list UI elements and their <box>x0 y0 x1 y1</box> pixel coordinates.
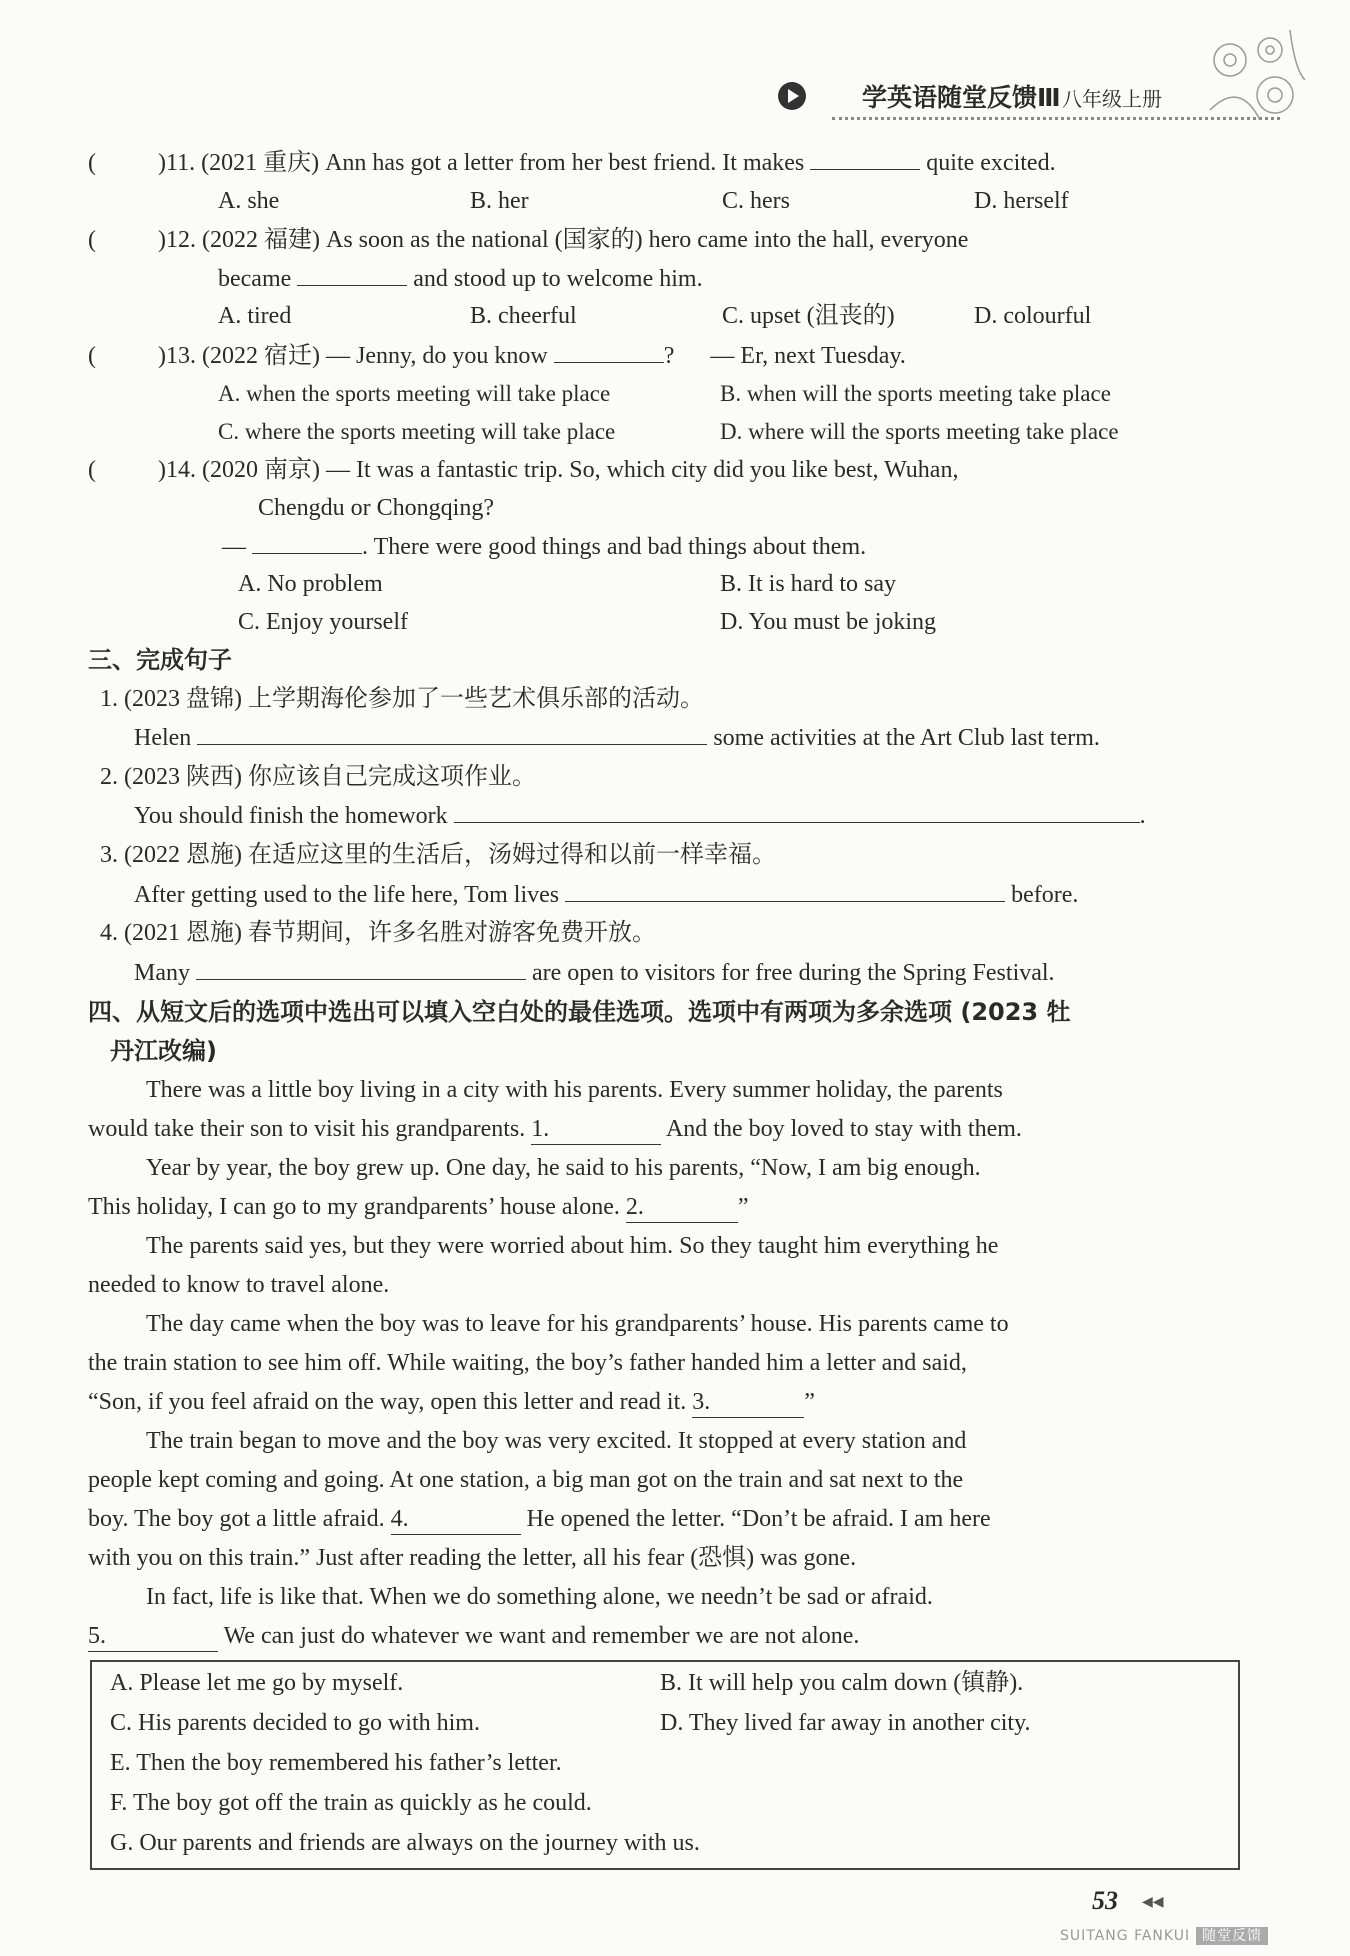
q13-option-c[interactable]: C. where the sports meeting will take place <box>218 419 616 444</box>
q13-stem: ( )13. (2022 宿迁) — Jenny, do you know ? — Er, next Tuesday. <box>88 340 906 371</box>
option-f[interactable]: F. The boy got off the train as quickly as he could. <box>110 1790 592 1816</box>
passage-p3-line2: needed to know to travel alone. <box>88 1272 390 1298</box>
section4-title: 四、从短文后的选项中选出可以填入空白处的最佳选项。选项中有两项为多余选项 (2023 牡 <box>88 998 1071 1026</box>
q11-option-a[interactable]: A. she <box>218 188 280 214</box>
passage-p6-line1: In fact, life is like that. When we do something alone, we needn’t be sad or afraid. <box>146 1584 933 1610</box>
q12-option-a[interactable]: A. tired <box>218 303 292 329</box>
passage-p1-line1: There was a little boy living in a city with his parents. Every summer holiday, the parents <box>146 1077 1003 1103</box>
option-e[interactable]: E. Then the boy remembered his father’s letter. <box>110 1750 562 1776</box>
answer-blank[interactable] <box>252 531 362 554</box>
q14-option-a[interactable]: A. No problem <box>238 571 383 597</box>
option-b[interactable]: B. It will help you calm down (镇静). <box>660 1670 1024 1696</box>
s3-item1-en: Helen some activities at the Art Club last term. <box>134 722 1100 753</box>
q13-option-d[interactable]: D. where will the sports meeting take place <box>720 419 1119 444</box>
q14-stem: ( )14. (2020 南京) — It was a fantastic trip. So, which city did you like best, Wuhan, <box>88 457 959 483</box>
q12-stem: ( )12. (2022 福建) As soon as the national (国家的) hero came into the hall, everyone <box>88 227 969 253</box>
section3-title: 三、完成句子 <box>88 646 232 674</box>
q12-option-b[interactable]: B. cheerful <box>470 303 577 329</box>
passage-p5-line2: people kept coming and going. At one station, a big man got on the train and sat next to the <box>88 1467 964 1493</box>
option-a[interactable]: A. Please let me go by myself. <box>110 1670 404 1696</box>
page-number: 53 <box>1092 1886 1118 1915</box>
passage-p4-line1: The day came when the boy was to leave for his grandparents’ house. His parents came to <box>146 1311 1009 1337</box>
option-g[interactable]: G. Our parents and friends are always on the journey with us. <box>110 1830 700 1856</box>
passage-p2-line1: Year by year, the boy grew up. One day, he said to his parents, “Now, I am big enough. <box>146 1155 981 1181</box>
s3-item3-cn: 3. (2022 恩施) 在适应这里的生活后，汤姆过得和以前一样幸福。 <box>100 842 776 868</box>
s3-item1-cn: 1. (2023 盘锦) 上学期海伦参加了一些艺术俱乐部的活动。 <box>100 686 704 712</box>
passage-blank-3[interactable]: 3. <box>692 1387 804 1418</box>
q11-option-b[interactable]: B. her <box>470 188 529 214</box>
flower-decoration-icon <box>1200 20 1310 130</box>
section4-title-cont: 丹江改编) <box>110 1037 217 1065</box>
answer-blank[interactable] <box>197 722 707 745</box>
s3-item4-cn: 4. (2021 恩施) 春节期间，许多名胜对游客免费开放。 <box>100 920 656 946</box>
answer-blank[interactable] <box>196 957 526 980</box>
passage-p6-line2: 5. We can just do whatever we want and remember we are not alone. <box>88 1621 859 1652</box>
option-d[interactable]: D. They lived far away in another city. <box>660 1710 1031 1736</box>
answer-blank[interactable] <box>454 800 1140 823</box>
s3-item2-cn: 2. (2023 陕西) 你应该自己完成这项作业。 <box>100 764 536 790</box>
passage-blank-1[interactable]: 1. <box>531 1114 661 1145</box>
passage-blank-5[interactable]: 5. <box>88 1621 218 1652</box>
q14-dialog: — . There were good things and bad things about them. <box>222 531 866 562</box>
q14-option-b[interactable]: B. It is hard to say <box>720 571 896 597</box>
option-c[interactable]: C. His parents decided to go with him. <box>110 1710 480 1736</box>
passage-blank-2[interactable]: 2. <box>626 1192 738 1223</box>
answer-blank[interactable] <box>297 263 407 286</box>
q13-option-a[interactable]: A. when the sports meeting will take place <box>218 381 611 406</box>
passage-p3-line1: The parents said yes, but they were worried about him. So they taught him everything he <box>146 1233 999 1259</box>
s3-item2-en: You should finish the homework . <box>134 800 1146 831</box>
q12-stem-cont: became and stood up to welcome him. <box>218 263 703 294</box>
answer-blank[interactable] <box>810 147 920 170</box>
passage-blank-4[interactable]: 4. <box>391 1504 521 1535</box>
passage-p5-line3: boy. The boy got a little afraid. 4. He opened the letter. “Don’t be afraid. I am here <box>88 1504 991 1535</box>
passage-p5-line4: with you on this train.” Just after reading the letter, all his fear (恐惧) was gone. <box>88 1545 857 1571</box>
q13-option-b[interactable]: B. when will the sports meeting take place <box>720 381 1111 406</box>
q11-option-d[interactable]: D. herself <box>974 188 1069 214</box>
q14-stem-cont: Chengdu or Chongqing? <box>258 495 494 521</box>
double-arrow-left-icon: ◀◀ <box>1142 1895 1164 1910</box>
play-icon <box>778 82 806 110</box>
book-title: 学英语随堂反馈Ⅲ <box>862 83 1061 112</box>
book-grade: 八年级上册 <box>1062 87 1162 111</box>
s3-item3-en: After getting used to the life here, Tom lives before. <box>134 879 1078 910</box>
passage-p4-line2: the train station to see him off. While waiting, the boy’s father handed him a letter and said, <box>88 1350 967 1376</box>
passage-p4-line3: “Son, if you feel afraid on the way, open this letter and read it. 3. ” <box>88 1387 815 1418</box>
header-divider <box>832 117 1280 120</box>
q14-option-d[interactable]: D. You must be joking <box>720 609 937 635</box>
s3-item4-en: Many are open to visitors for free during the Spring Festival. <box>134 957 1055 988</box>
q14-option-c[interactable]: C. Enjoy yourself <box>238 609 408 635</box>
answer-blank[interactable] <box>565 879 1005 902</box>
q12-option-d[interactable]: D. colourful <box>974 303 1092 329</box>
footer-tag: 随堂反馈 <box>1196 1927 1268 1945</box>
answer-blank[interactable] <box>554 340 664 363</box>
passage-p5-line1: The train began to move and the boy was very excited. It stopped at every station and <box>146 1428 967 1454</box>
footer-brand: SUITANG FANKUI 随堂反馈 <box>1060 1925 1268 1945</box>
q12-option-c[interactable]: C. upset (沮丧的) <box>722 303 895 329</box>
passage-p1-line2: would take their son to visit his grandparents. 1. And the boy loved to stay with them. <box>88 1114 1022 1145</box>
q11-option-c[interactable]: C. hers <box>722 188 790 214</box>
q11-stem: ( )11. (2021 重庆) Ann has got a letter from her best friend. It makes quite excited. <box>88 147 1056 178</box>
passage-p2-line2: This holiday, I can go to my grandparents’ house alone. 2. ” <box>88 1192 749 1223</box>
